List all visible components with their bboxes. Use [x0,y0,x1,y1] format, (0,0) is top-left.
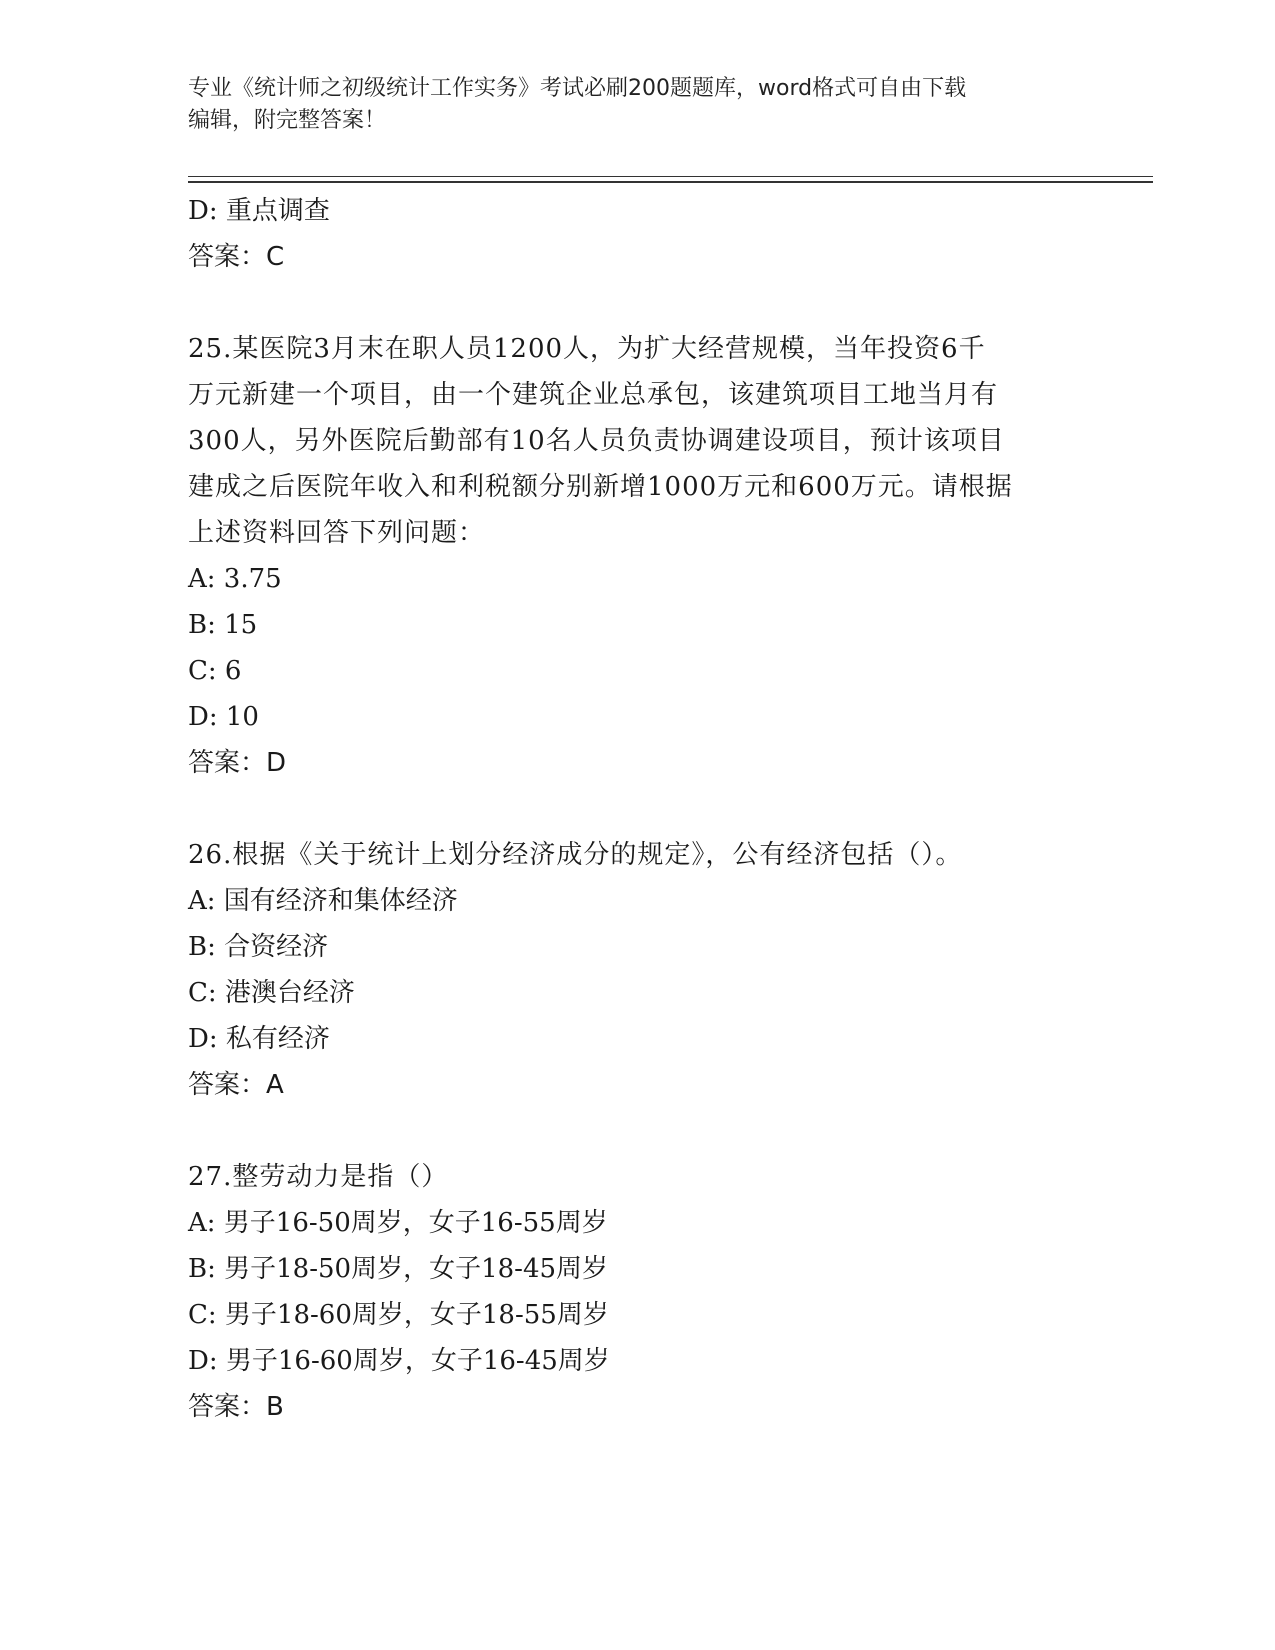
question-25 [188,326,1088,786]
option-d: D: 重点调查 [188,196,330,226]
question-stem-line: 26.根据《关于统计上划分经济成分的规定》，公有经济包括（）。 [188,840,963,870]
option-d: D: 私有经济 [188,1024,330,1054]
header-divider-thick [188,181,1153,183]
option-a: A: 国有经济和集体经济 [188,886,458,916]
spacer [188,1108,1088,1154]
prev-question-block [188,188,1088,280]
header-line-2: 编辑，附完整答案！ [188,108,387,133]
question-stem-line: 25.某医院3月末在职人员1200人，为扩大经营规模，当年投资6千 [188,334,986,364]
answer-line: 答案：C [188,242,285,272]
spacer [188,280,1088,326]
header-divider-thin [188,176,1153,177]
option-b: B: 男子18-50周岁，女子18-45周岁 [188,1254,609,1284]
answer-line: 答案：D [188,748,287,778]
question-stem-line: 万元新建一个项目，由一个建筑企业总承包，该建筑项目工地当月有 [188,380,999,410]
option-b: B: 15 [188,610,258,640]
option-d: D: 男子16-60周岁，女子16-45周岁 [188,1346,610,1376]
header-line-1: 专业《统计师之初级统计工作实务》考试必刷200题题库，word格式可自由下载 [188,76,967,101]
question-stem-line: 上述资料回答下列问题： [188,518,486,548]
document-header [188,73,1088,137]
question-stem-line: 300人，另外医院后勤部有10名人员负责协调建设项目，预计该项目 [188,426,1005,456]
option-d: D: 10 [188,702,259,732]
question-stem-line: 建成之后医院年收入和利税额分别新增1000万元和600万元。请根据 [188,472,1013,502]
question-stem-line: 27.整劳动力是指（） [188,1162,449,1192]
option-c: C: 港澳台经济 [188,978,355,1008]
answer-line: 答案：A [188,1070,284,1100]
question-26 [188,832,1088,1108]
answer-line: 答案：B [188,1392,284,1422]
option-b: B: 合资经济 [188,932,329,962]
option-a: A: 男子16-50周岁，女子16-55周岁 [188,1208,608,1238]
option-c: C: 男子18-60周岁，女子18-55周岁 [188,1300,609,1330]
document-body [188,188,1088,1430]
option-c: C: 6 [188,656,242,686]
spacer [188,786,1088,832]
question-27 [188,1154,1088,1430]
option-a: A: 3.75 [188,564,282,594]
